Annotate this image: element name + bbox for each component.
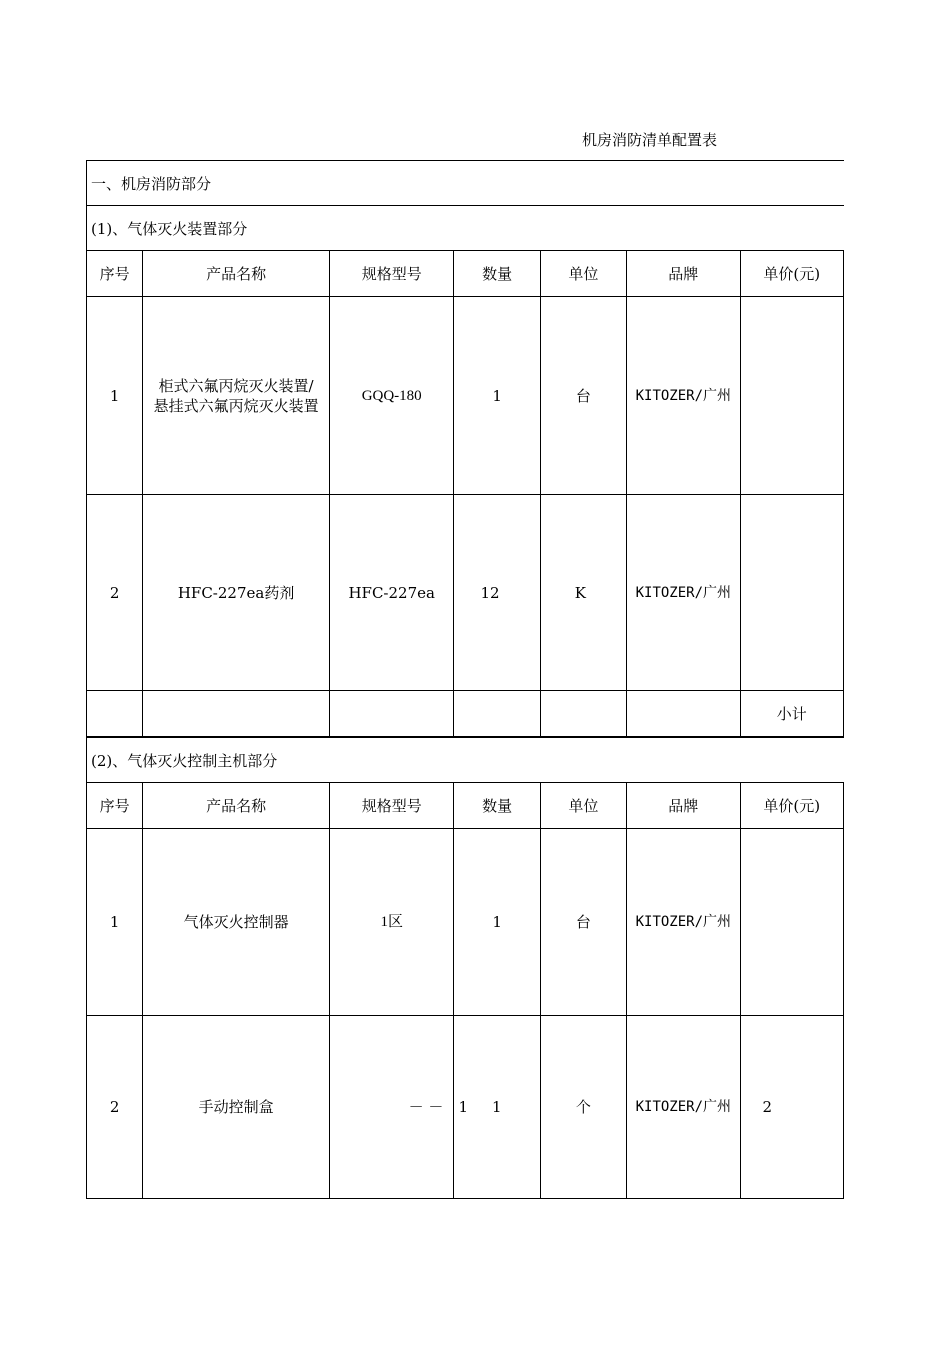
header-no: 序号 [87,783,143,829]
header-price: 单价(元) [740,783,843,829]
cell-no: 1 [87,829,143,1016]
table-row [87,1016,844,1199]
cell-name-line1: 柜式六氟丙烷灭火装置/ [158,376,314,395]
header-spec: 规格型号 [329,783,453,829]
header-brand: 品牌 [627,251,740,297]
cell-name: 气体灭火控制器 [143,829,330,1016]
header-name: 产品名称 [143,783,330,829]
cell-price [740,297,843,495]
table-row [87,495,844,691]
subsection-heading-2: (2)、气体灭火控制主机部分 [86,737,844,782]
cell-qty: 12 [454,495,540,691]
empty-cell [87,691,143,737]
cell-price [740,829,843,1016]
header-qty: 数量 [454,783,540,829]
header-no: 序号 [87,251,143,297]
header-unit: 单位 [540,783,626,829]
cell-no: 2 [87,495,143,691]
cell-qty-prefix: 1 [458,1098,468,1116]
cell-qty: 1 [454,829,540,1016]
empty-cell [627,691,740,737]
empty-cell [329,691,453,737]
cell-unit: K [540,495,626,691]
cell-price [740,495,843,691]
cell-unit: 台 [540,829,626,1016]
table-header-row [87,251,844,297]
cell-spec: GQQ-180 [329,297,453,495]
cell-brand: KITOZER/广州 [627,495,740,691]
cell-no: 1 [87,297,143,495]
cell-unit: 个 [540,1016,626,1199]
cell-spec: 1区 [329,829,453,1016]
cell-name: 手动控制盒 [143,1016,330,1199]
header-name: 产品名称 [143,251,330,297]
header-qty: 数量 [454,251,540,297]
fire-protection-sheet [86,160,844,1199]
cell-price: 2 [740,1016,843,1199]
cell-name [143,297,330,495]
header-brand: 品牌 [627,783,740,829]
cell-qty-value: 1 [491,1098,502,1116]
empty-cell [143,691,330,737]
cell-spec: HFC-227ea [329,495,453,691]
table-row [87,829,844,1016]
cell-name: HFC-227ea药剂 [143,495,330,691]
cell-unit: 台 [540,297,626,495]
gas-extinguishing-device-table [86,250,844,737]
header-unit: 单位 [540,251,626,297]
gas-extinguishing-controller-table [86,782,844,1199]
cell-brand: KITOZER/广州 [627,1016,740,1199]
empty-cell [540,691,626,737]
table-header-row [87,783,844,829]
section-heading: 一、机房消防部分 [86,160,844,205]
cell-name-line2: 悬挂式六氟丙烷灭火装置 [153,396,319,415]
subsection-heading-1: (1)、气体灭火装置部分 [86,205,844,250]
subtotal-label: 小计 [740,691,843,737]
cell-qty: 1 [454,297,540,495]
cell-brand: KITOZER/广州 [627,829,740,1016]
header-price: 单价(元) [740,251,843,297]
empty-cell [454,691,540,737]
header-spec: 规格型号 [329,251,453,297]
cell-no: 2 [87,1016,143,1199]
document-title: 机房消防清单配置表 [582,131,718,149]
subtotal-row [87,691,844,737]
cell-qty [454,1016,540,1199]
table-row [87,297,844,495]
cell-brand: KITOZER/广州 [627,297,740,495]
cell-spec: － － [329,1016,453,1199]
